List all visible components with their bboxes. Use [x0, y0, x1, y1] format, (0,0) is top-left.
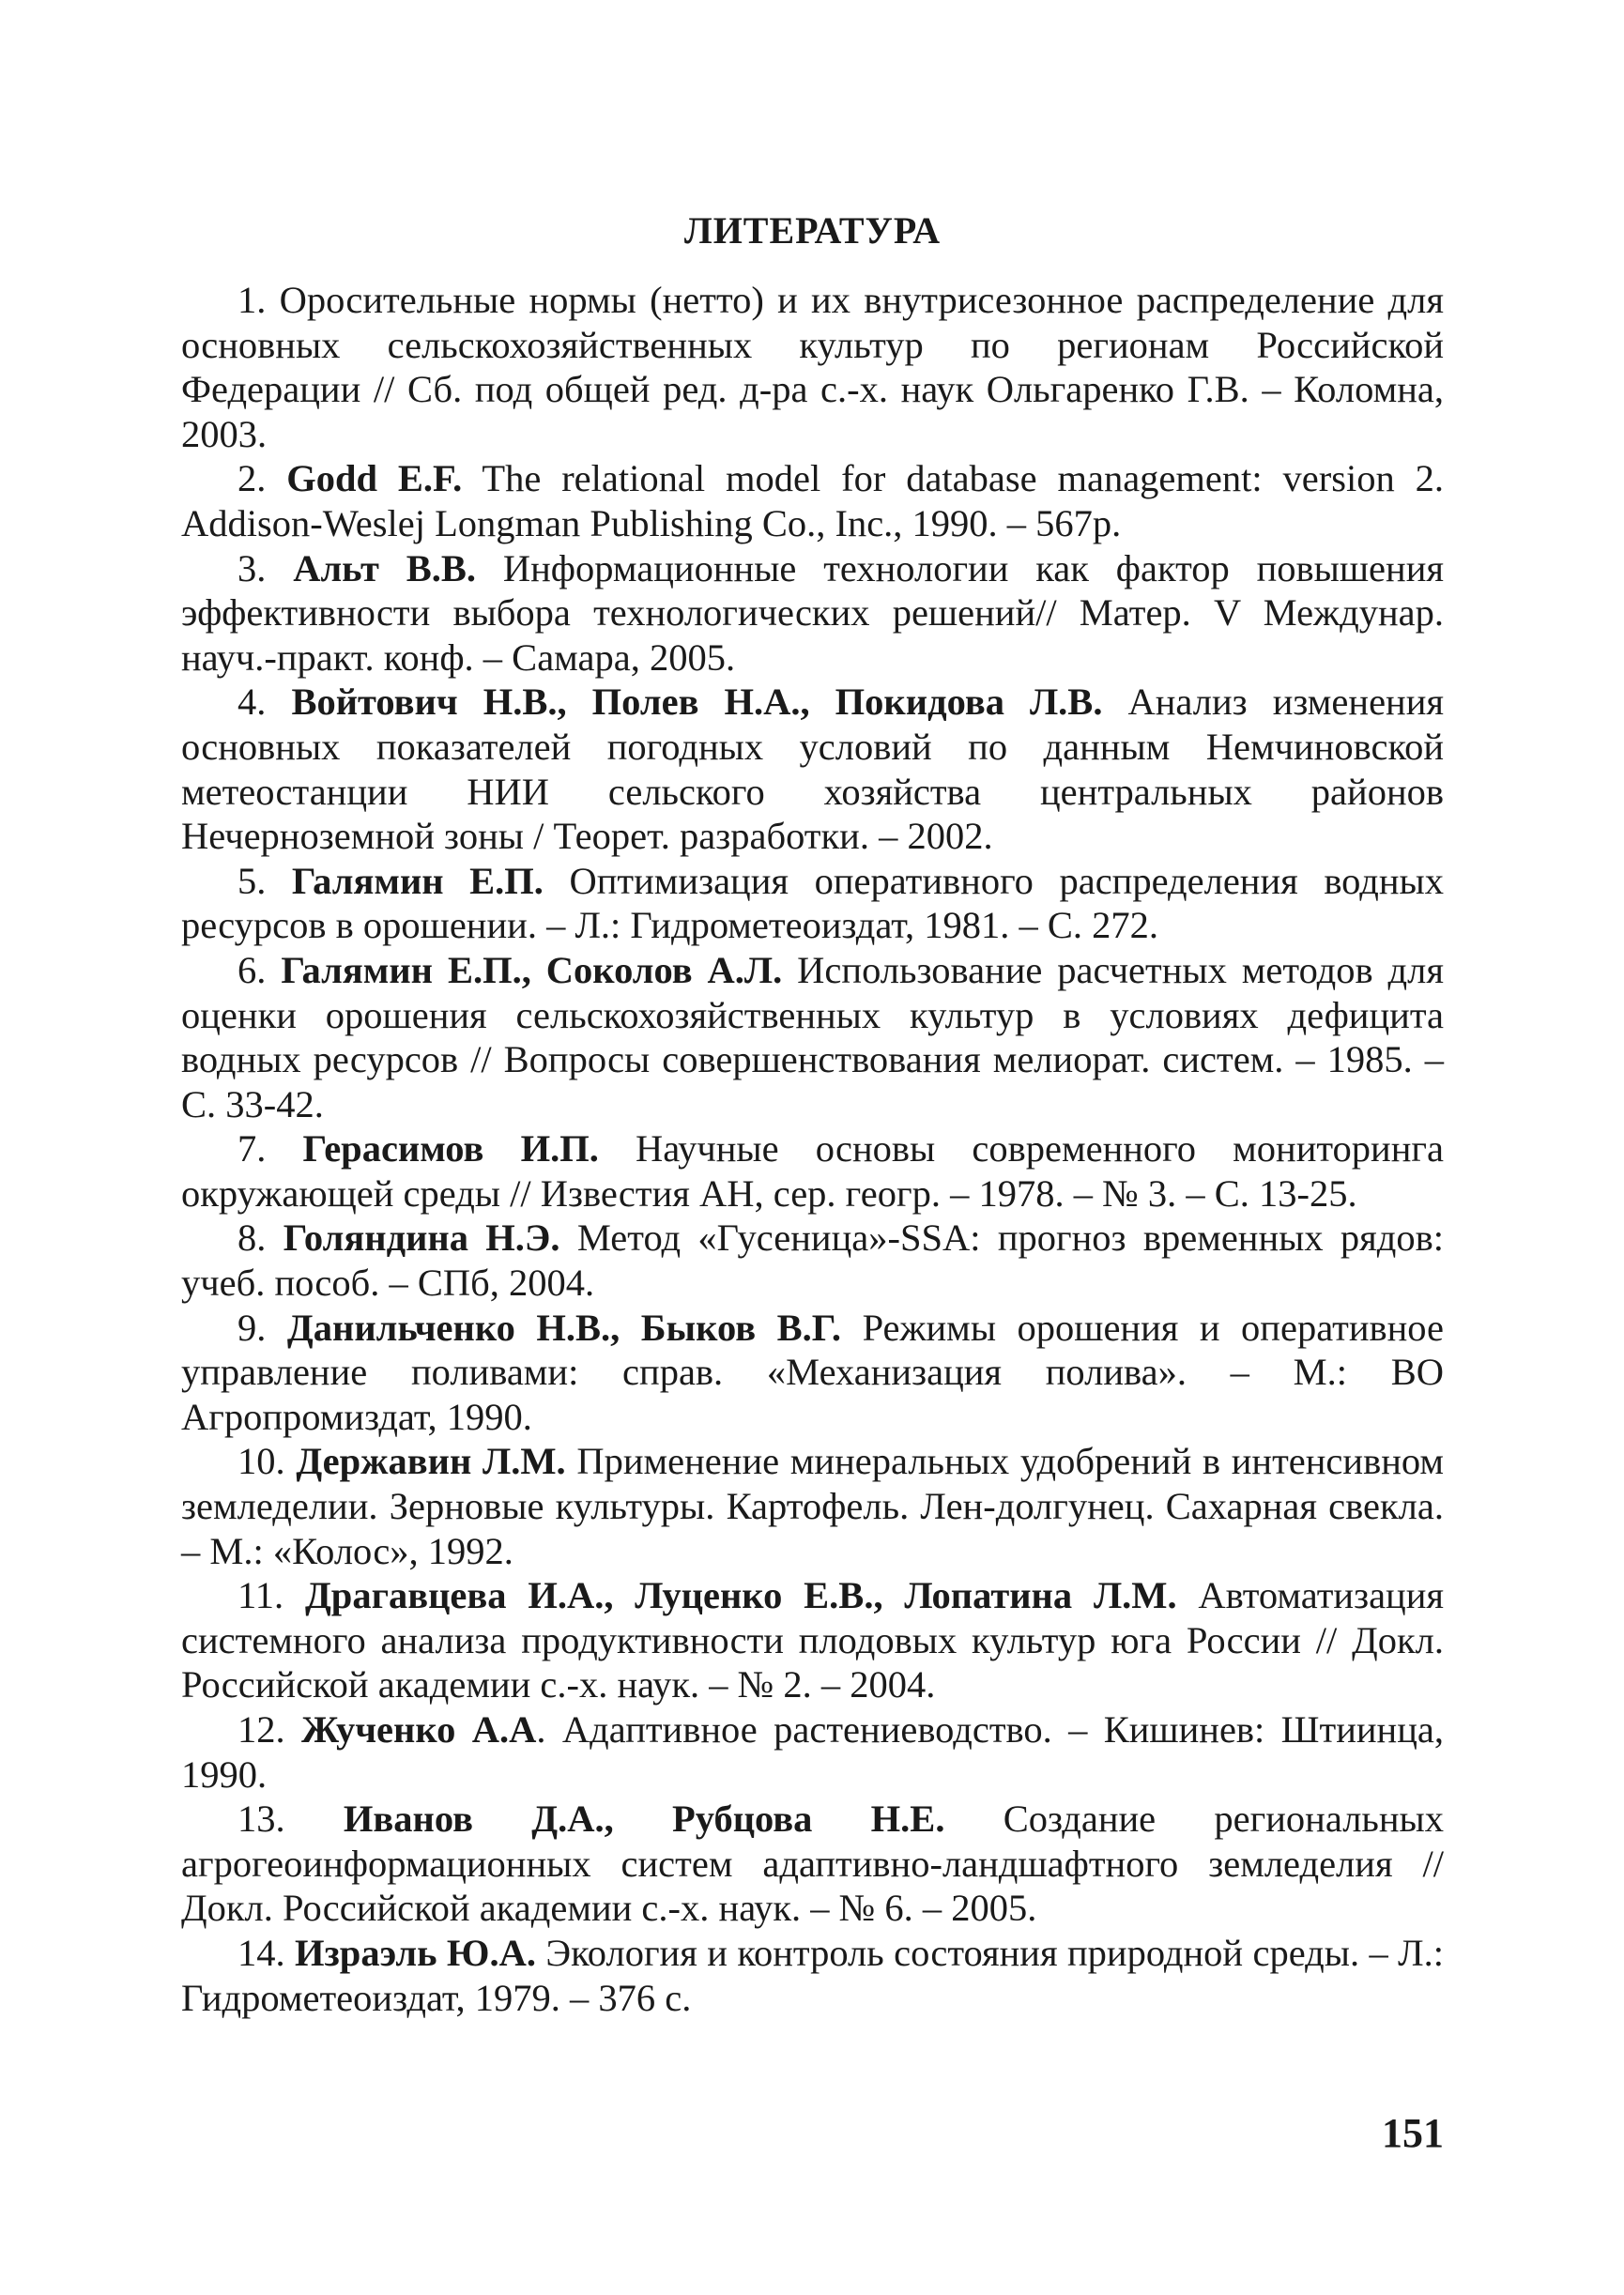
reference-author: Godd E.F.	[286, 457, 463, 500]
reference-number: 14.	[237, 1931, 285, 1974]
reference-item	[181, 1126, 1444, 1216]
reference-item	[181, 948, 1444, 1126]
reference-item	[181, 1439, 1444, 1573]
reference-author: Иванов Д.А., Рубцова Н.Е.	[343, 1798, 945, 1841]
reference-text: Автоматизация системного анализа продуктивности плодовых культур юга России // Докл. Российской академии с.-х. наук. – № 2. – 2004.	[181, 1574, 1445, 1706]
reference-text: . Адаптивное растениеводство. – Кишинев: Штиинца, 1990.	[181, 1708, 1445, 1796]
reference-number: 3.	[237, 546, 267, 589]
reference-number: 5.	[237, 859, 267, 902]
reference-number: 6.	[237, 948, 267, 991]
reference-number: 8.	[237, 1216, 267, 1260]
reference-item	[181, 1216, 1444, 1305]
reference-number: 13.	[237, 1798, 285, 1841]
reference-item	[181, 859, 1444, 948]
reference-item	[181, 1573, 1444, 1707]
reference-text: Создание региональных агрогеоинформационных систем адаптивно-ландшафтного земледелия // Докл. Российской академии с.-х. наук. – № 6. – 2005.	[181, 1798, 1445, 1930]
reference-item	[181, 1707, 1444, 1797]
reference-item	[181, 456, 1444, 545]
reference-number: 1.	[237, 279, 267, 321]
reference-text: Режимы орошения и оперативное управление поливами: справ. «Механизация полива». – М.: ВО Агропромиздат, 1990.	[181, 1306, 1445, 1438]
page-number: 151	[1382, 2110, 1444, 2156]
reference-text: Оптимизация оперативного распределения водных ресурсов в орошении. – Л.: Гидрометеоиздат, 1981. – С. 272.	[181, 859, 1444, 947]
reference-author: Державин Л.М.	[296, 1440, 566, 1483]
reference-author: Галямин Е.П.	[291, 859, 544, 902]
reference-item	[181, 1797, 1444, 1931]
reference-author: Войтович Н.В., Полев Н.А., Покидова Л.В.	[291, 681, 1103, 724]
reference-text: Использование расчетных методов для оценки орошения сельскохозяйственных культур в условиях дефицита водных ресурсов // Вопросы совершенствования мелиорат. систем. – 1985. – С. 33-42.	[181, 948, 1445, 1125]
reference-text: Информационные технологии как фактор повышения эффективности выбора технологических решений// Матер. V Междунар. науч.-практ. конф. – Самара, 2005.	[181, 546, 1445, 679]
reference-number: 11.	[237, 1574, 284, 1617]
reference-item	[181, 278, 1444, 456]
reference-author: Голяндина Н.Э.	[283, 1216, 560, 1260]
reference-text: Анализ изменения основных показателей погодных условий по данным Немчиновской метеостанции НИИ сельского хозяйства центральных районов Нечерноземной зоны / Теорет. разработки. – 2002.	[181, 681, 1445, 858]
reference-item	[181, 1931, 1444, 2020]
page-title: ЛИТЕРАТУРА	[683, 209, 942, 252]
book-page	[181, 0, 1444, 2295]
reference-item	[181, 680, 1444, 858]
reference-text: Экология и контроль состояния природной среды. – Л.: Гидрометеоиздат, 1979. – 376 с.	[181, 1931, 1445, 2019]
reference-author: Герасимов И.П.	[302, 1127, 599, 1170]
reference-list	[181, 278, 1444, 2020]
reference-author: Жученко А.А	[301, 1708, 537, 1751]
reference-number: 4.	[237, 681, 267, 724]
reference-text: Оросительные нормы (нетто) и их внутрисезонное распределение для основных сельскохозяйственных культур по регионам Российской Федерации // Сб. под общей ред. д-ра с.-х. наук Ольгаренко Г.В. – Коломна, 2003.	[181, 279, 1444, 455]
reference-item	[181, 1306, 1444, 1440]
reference-number: 9.	[237, 1306, 267, 1349]
reference-text: Метод «Гусеница»-SSA: прогноз временных рядов: учеб. пособ. – СПб, 2004.	[181, 1216, 1445, 1305]
reference-author: Альт В.В.	[293, 546, 477, 589]
reference-number: 10.	[237, 1440, 285, 1483]
reference-number: 2.	[237, 457, 267, 500]
reference-number: 7.	[237, 1127, 267, 1170]
reference-author: Израэль Ю.А.	[295, 1931, 536, 1974]
reference-author: Данильченко Н.В., Быков В.Г.	[286, 1306, 842, 1349]
reference-text: The relational model for database management: version 2. Addison-Weslej Longman Publishing Co., Inc., 1990. – 567p.	[181, 457, 1444, 544]
reference-author: Драгавцева И.А., Луценко Е.В., Лопатина Л.М.	[304, 1574, 1177, 1617]
reference-text: Научные основы современного мониторинга окружающей среды // Известия АН, сер. геогр. – 1978. – № 3. – С. 13-25.	[181, 1127, 1444, 1215]
reference-item	[181, 546, 1444, 681]
reference-text: Применение минеральных удобрений в интенсивном земледелии. Зерновые культуры. Картофель. Лен-долгунец. Сахарная свекла. – М.: «Колос», 1992.	[181, 1440, 1444, 1572]
reference-number: 12.	[237, 1708, 285, 1751]
reference-author: Галямин Е.П., Соколов А.Л.	[281, 948, 783, 991]
